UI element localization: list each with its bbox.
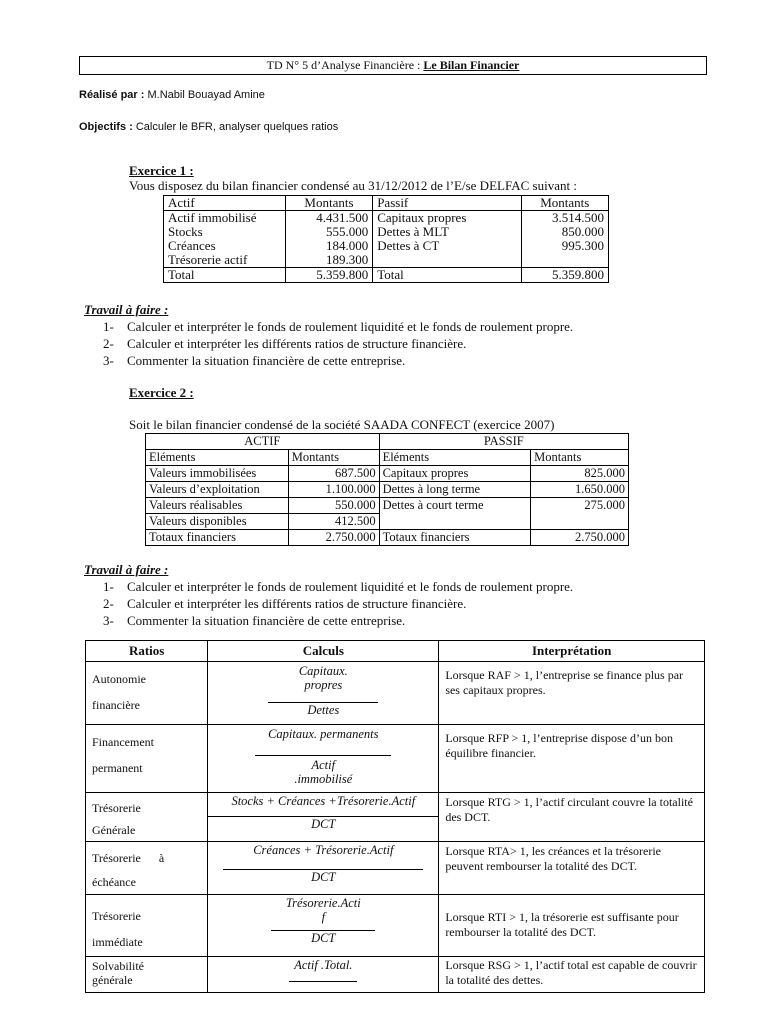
formula-denominator: DCT bbox=[311, 870, 336, 884]
ratio-name bbox=[86, 662, 208, 725]
author-name: M.Nabil Bouayad Amine bbox=[147, 89, 265, 101]
cell: Dettes à court terme bbox=[379, 498, 531, 530]
task2-list bbox=[103, 578, 573, 629]
ratio-formula bbox=[208, 957, 439, 993]
table-row bbox=[86, 842, 705, 895]
list-item bbox=[103, 595, 573, 612]
ratio-name-line: Trésorerie à bbox=[92, 851, 165, 865]
objectives-label: Objectifs : bbox=[79, 121, 133, 133]
table-section-row bbox=[146, 434, 629, 450]
list-item bbox=[103, 578, 573, 595]
item-text: Commenter la situation financière de cette entreprise. bbox=[127, 353, 406, 368]
cell: Créances bbox=[164, 239, 286, 253]
cell: Total bbox=[373, 268, 521, 283]
cell: Totaux financiers bbox=[146, 530, 289, 546]
col-header: Actif bbox=[164, 196, 286, 211]
item-number: 3- bbox=[103, 613, 114, 628]
ratio-interpretation: Lorsque RSG > 1, l’actif total est capable de couvrir la totalité des dettes. bbox=[439, 957, 705, 993]
item-text: Calculer et interpréter les différents ratios de structure financière. bbox=[127, 336, 467, 351]
formula-numerator: propres bbox=[304, 678, 343, 692]
table-row bbox=[146, 466, 629, 482]
cell: 687.500 bbox=[288, 466, 379, 482]
cell: 3.514.500 bbox=[521, 211, 608, 226]
ratio-name bbox=[86, 957, 208, 993]
ratio-name-line: générale bbox=[92, 973, 133, 987]
cell: 2.750.000 bbox=[531, 530, 629, 546]
ratio-name-line: Solvabilité bbox=[92, 959, 144, 973]
ratio-interpretation: Lorsque RAF > 1, l’entreprise se finance plus par ses capitaux propres. bbox=[439, 662, 705, 725]
table-row bbox=[86, 725, 705, 793]
exercise2-balance-table bbox=[145, 433, 629, 546]
table-header-row bbox=[86, 641, 705, 662]
cell: 412.500 bbox=[288, 514, 379, 530]
formula-numerator: Capitaux. bbox=[298, 664, 348, 678]
item-text: Calculer et interpréter les différents ratios de structure financière. bbox=[127, 596, 467, 611]
cell: Valeurs disponibles bbox=[146, 514, 289, 530]
cell bbox=[373, 253, 521, 268]
cell: 850.000 bbox=[521, 225, 608, 239]
ratio-name-line: financière bbox=[92, 698, 140, 712]
cell: 5.359.800 bbox=[521, 268, 608, 283]
ratio-name bbox=[86, 842, 208, 895]
cell: Dettes à MLT bbox=[373, 225, 521, 239]
ratio-interpretation: Lorsque RTA> 1, les créances et la trésorerie peuvent rembourser la totalité des DCT. bbox=[439, 842, 705, 895]
item-text: Calculer et interpréter le fonds de roulement liquidité et le fonds de roulement propre. bbox=[127, 579, 574, 594]
item-number: 1- bbox=[103, 319, 114, 334]
exercise1-balance-table bbox=[163, 195, 609, 283]
ratio-name bbox=[86, 793, 208, 842]
col-header: Montants bbox=[521, 196, 608, 211]
item-text: Commenter la situation financière de cette entreprise. bbox=[127, 613, 406, 628]
ratio-name-line: permanent bbox=[92, 761, 143, 775]
table-row bbox=[86, 957, 705, 993]
table-row bbox=[86, 793, 705, 842]
ratio-interpretation: Lorsque RFP > 1, l’entreprise dispose d’un bon équilibre financier. bbox=[439, 725, 705, 793]
formula-denominator: Dettes bbox=[307, 703, 340, 717]
cell: Valeurs immobilisées bbox=[146, 466, 289, 482]
cell: 5.359.800 bbox=[285, 268, 372, 283]
cell: Valeurs d’exploitation bbox=[146, 482, 289, 498]
table-row bbox=[164, 253, 609, 268]
col-header: Montants bbox=[285, 196, 372, 211]
col-header: Ratios bbox=[86, 641, 208, 662]
ratio-name-line: immédiate bbox=[92, 935, 143, 949]
col-header: Montants bbox=[531, 450, 629, 466]
item-number: 2- bbox=[103, 336, 114, 351]
ratio-name-line: Générale bbox=[92, 823, 136, 837]
cell: 184.000 bbox=[285, 239, 372, 253]
ratios-table bbox=[85, 640, 705, 993]
ratio-interpretation: Lorsque RTI > 1, la trésorerie est suffisante pour rembourser la totalité des DCT. bbox=[439, 895, 705, 957]
item-text: Calculer et interpréter le fonds de roulement liquidité et le fonds de roulement propre. bbox=[127, 319, 574, 334]
cell: Stocks bbox=[164, 225, 286, 239]
col-header: Montants bbox=[288, 450, 379, 466]
table-row bbox=[146, 482, 629, 498]
list-item bbox=[103, 352, 573, 369]
cell: Totaux financiers bbox=[379, 530, 531, 546]
cell: Capitaux propres bbox=[379, 466, 531, 482]
ratio-name bbox=[86, 725, 208, 793]
ratio-interpretation: Lorsque RTG > 1, l’actif circulant couvre la totalité des DCT. bbox=[439, 793, 705, 842]
objectives-text: Calculer le BFR, analyser quelques ratios bbox=[135, 121, 339, 133]
formula-numerator: Actif .Total. bbox=[294, 958, 353, 972]
formula-numerator: Capitaux. permanents bbox=[268, 727, 379, 741]
cell: 4.431.500 bbox=[285, 211, 372, 226]
formula-numerator: Trésorerie.Acti bbox=[285, 896, 361, 910]
cell: 2.750.000 bbox=[288, 530, 379, 546]
col-header: Interprétation bbox=[439, 641, 705, 662]
table-row bbox=[146, 498, 629, 514]
col-header: Passif bbox=[373, 196, 521, 211]
exercise2-title: Exercice 2 : bbox=[129, 385, 194, 400]
ratio-formula bbox=[208, 842, 439, 895]
ratio-name-line: Trésorerie bbox=[92, 801, 141, 815]
title-main: Le Bilan Financier bbox=[423, 58, 520, 72]
item-number: 3- bbox=[103, 353, 114, 368]
formula-numerator: Stocks + Créances +Trésorerie.Actif bbox=[231, 794, 416, 808]
task2-title: Travail à faire : bbox=[84, 562, 169, 577]
list-item bbox=[103, 612, 573, 629]
cell: Actif immobilisé bbox=[164, 211, 286, 226]
author-line bbox=[79, 89, 265, 101]
cell: 550.000 bbox=[288, 498, 379, 514]
ratio-name-line: Autonomie bbox=[92, 672, 146, 686]
task1-title: Travail à faire : bbox=[84, 302, 169, 317]
formula-denominator: Actif bbox=[311, 758, 336, 772]
formula-denominator: DCT bbox=[311, 931, 336, 945]
ratio-formula bbox=[208, 662, 439, 725]
cell: 995.300 bbox=[521, 239, 608, 253]
ratio-formula bbox=[208, 895, 439, 957]
table-row bbox=[86, 662, 705, 725]
exercise1-title: Exercice 1 : bbox=[129, 163, 194, 178]
cell: 1.650.000 bbox=[531, 482, 629, 498]
ratio-formula bbox=[208, 793, 439, 842]
ratio-name bbox=[86, 895, 208, 957]
cell: Capitaux propres bbox=[373, 211, 521, 226]
author-label: Réalisé par : bbox=[79, 89, 145, 101]
exercise1-intro: Vous disposez du bilan financier condensé au 31/12/2012 de l’E/se DELFAC suivant : bbox=[129, 178, 577, 193]
cell: Dettes à CT bbox=[373, 239, 521, 253]
table-row bbox=[164, 225, 609, 239]
passif-header: PASSIF bbox=[379, 434, 628, 450]
cell: 825.000 bbox=[531, 466, 629, 482]
document-title bbox=[79, 56, 707, 75]
table-header-row bbox=[146, 450, 629, 466]
ratio-formula bbox=[208, 725, 439, 793]
list-item bbox=[103, 318, 573, 335]
formula-denominator: .immobilisé bbox=[294, 772, 353, 786]
objectives-line bbox=[79, 121, 338, 133]
exercise2-intro: Soit le bilan financier condensé de la société SAADA CONFECT (exercice 2007) bbox=[129, 417, 555, 432]
cell: 555.000 bbox=[285, 225, 372, 239]
cell: 189.300 bbox=[285, 253, 372, 268]
col-header: Calculs bbox=[208, 641, 439, 662]
formula-denominator: DCT bbox=[311, 817, 336, 831]
table-row bbox=[86, 895, 705, 957]
cell bbox=[521, 253, 608, 268]
ratio-name-line: Trésorerie bbox=[92, 909, 141, 923]
total-row bbox=[146, 530, 629, 546]
cell: 275.000 bbox=[531, 498, 629, 530]
table-row bbox=[164, 211, 609, 226]
actif-header: ACTIF bbox=[146, 434, 380, 450]
ratio-name-line: Financement bbox=[92, 735, 154, 749]
cell: Dettes à long terme bbox=[379, 482, 531, 498]
formula-numerator: Créances + Trésorerie.Actif bbox=[253, 843, 394, 857]
col-header: Eléments bbox=[379, 450, 531, 466]
cell: Valeurs réalisables bbox=[146, 498, 289, 514]
fraction-bar bbox=[289, 981, 357, 982]
cell: Total bbox=[164, 268, 286, 283]
ratio-name-line: échéance bbox=[92, 875, 136, 889]
total-row bbox=[164, 268, 609, 283]
formula-numerator: f bbox=[321, 910, 326, 924]
col-header: Eléments bbox=[146, 450, 289, 466]
task1-list bbox=[103, 318, 573, 369]
list-item bbox=[103, 335, 573, 352]
table-row bbox=[164, 239, 609, 253]
item-number: 1- bbox=[103, 579, 114, 594]
table-header-row bbox=[164, 196, 609, 211]
item-number: 2- bbox=[103, 596, 114, 611]
cell: 1.100.000 bbox=[288, 482, 379, 498]
cell: Trésorerie actif bbox=[164, 253, 286, 268]
title-prefix: TD N° 5 d’Analyse Financière : bbox=[266, 58, 424, 72]
